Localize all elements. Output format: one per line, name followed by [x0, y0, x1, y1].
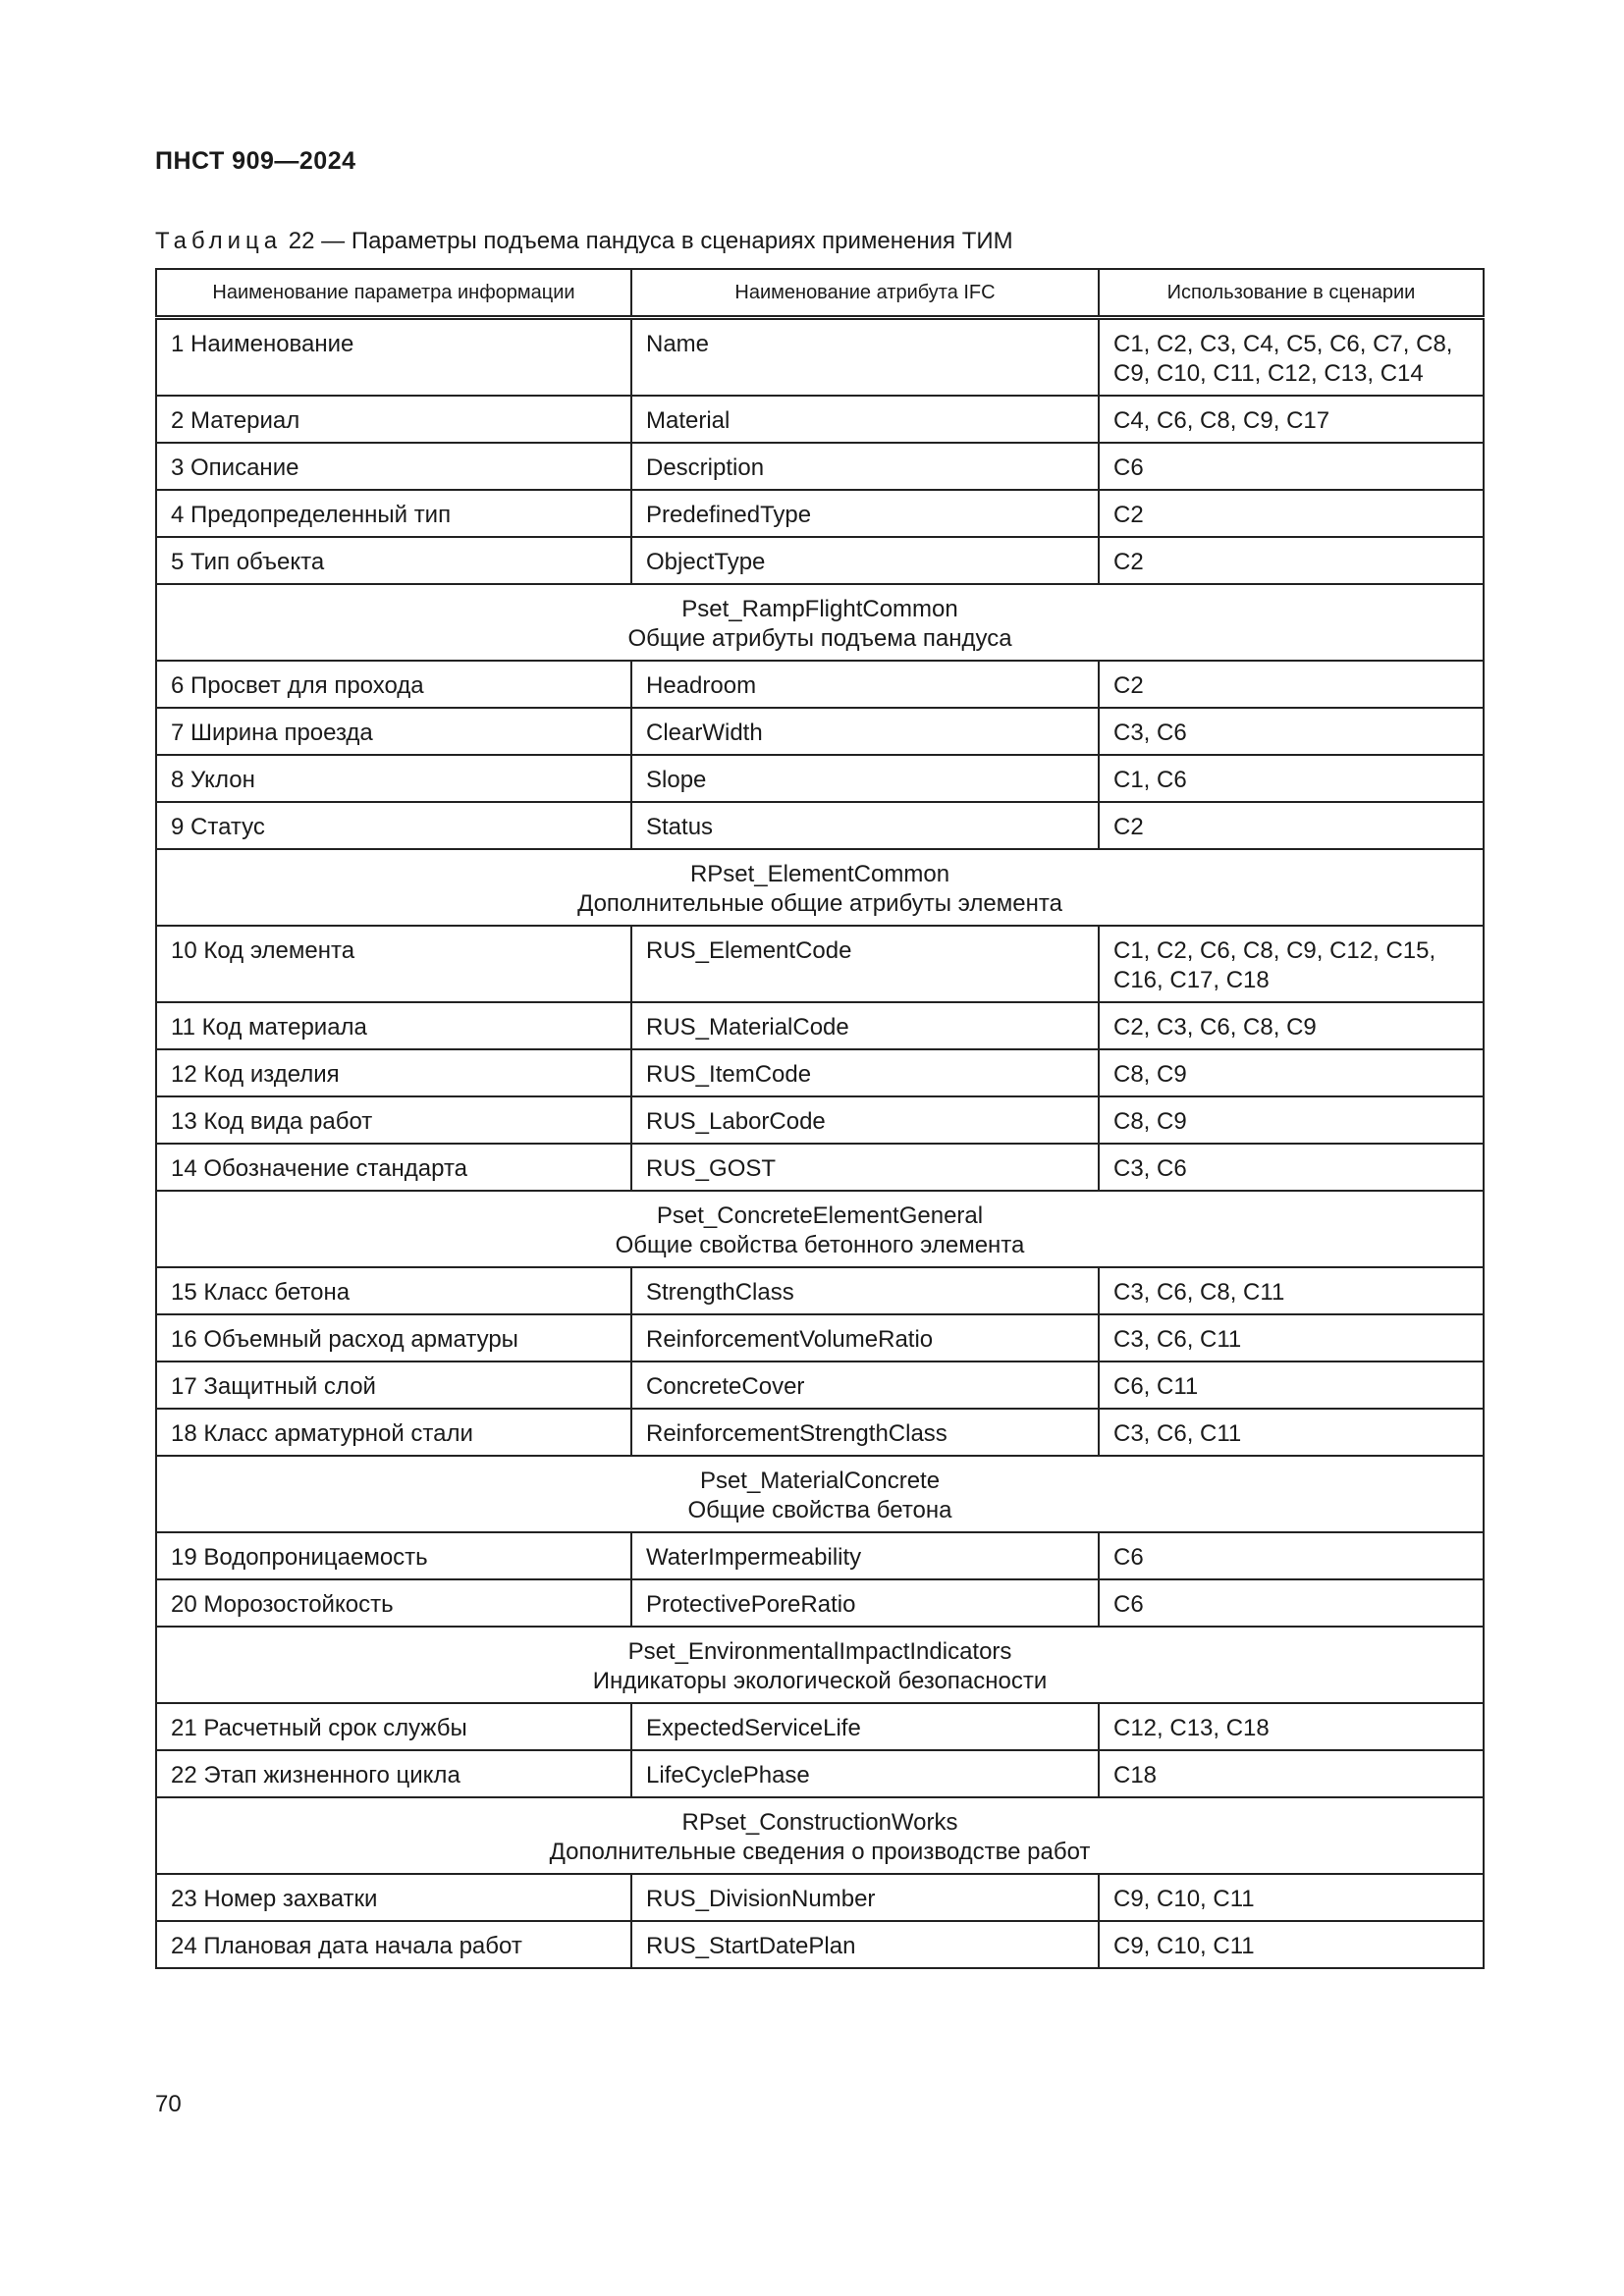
- ifc-attribute-cell: RUS_LaborCode: [631, 1096, 1099, 1144]
- table-row: [156, 661, 1484, 708]
- property-set-description: Общие свойства бетона: [687, 1497, 952, 1523]
- parameter-name-cell: 17 Защитный слой: [156, 1362, 631, 1409]
- ifc-attribute-cell: Material: [631, 396, 1099, 443]
- parameter-name-cell: 5 Тип объекта: [156, 537, 631, 584]
- property-set-group-row: [156, 849, 1484, 926]
- ifc-attribute-cell: ConcreteCover: [631, 1362, 1099, 1409]
- property-set-group-row: [156, 1797, 1484, 1874]
- property-set-name: Pset_ConcreteElementGeneral: [656, 1202, 984, 1229]
- ifc-attribute-cell: RUS_GOST: [631, 1144, 1099, 1191]
- property-set-group-cell: [156, 1797, 1484, 1874]
- ifc-attribute-cell: RUS_DivisionNumber: [631, 1874, 1099, 1921]
- property-set-group-row: [156, 1191, 1484, 1267]
- property-set-description: Общие атрибуты подъема пандуса: [627, 625, 1012, 652]
- scenario-usage-cell: С6: [1099, 1532, 1484, 1579]
- table-row: [156, 1002, 1484, 1049]
- parameter-name-cell: 7 Ширина проезда: [156, 708, 631, 755]
- parameter-name-cell: 8 Уклон: [156, 755, 631, 802]
- parameter-name-cell: 9 Статус: [156, 802, 631, 849]
- table-row: [156, 755, 1484, 802]
- scenario-usage-cell: С1, С2, С6, С8, С9, С12, С15, С16, С17, С18: [1099, 926, 1484, 1002]
- parameter-name-cell: 12 Код изделия: [156, 1049, 631, 1096]
- scenario-usage-cell: С2, С3, С6, С8, С9: [1099, 1002, 1484, 1049]
- property-set-group-cell: [156, 849, 1484, 926]
- caption-label: Таблица: [155, 228, 283, 254]
- parameter-name-cell: 24 Плановая дата начала работ: [156, 1921, 631, 1968]
- parameter-name-cell: 14 Обозначение стандарта: [156, 1144, 631, 1191]
- table-row: [156, 1703, 1484, 1750]
- scenario-usage-cell: С3, С6, С11: [1099, 1314, 1484, 1362]
- ifc-attribute-cell: RUS_MaterialCode: [631, 1002, 1099, 1049]
- column-header: Использование в сценарии: [1099, 269, 1484, 318]
- ifc-attribute-cell: StrengthClass: [631, 1267, 1099, 1314]
- ifc-attribute-cell: Slope: [631, 755, 1099, 802]
- parameter-name-cell: 2 Материал: [156, 396, 631, 443]
- scenario-usage-cell: С6: [1099, 1579, 1484, 1627]
- table-row: [156, 1267, 1484, 1314]
- parameter-name-cell: 10 Код элемента: [156, 926, 631, 1002]
- document-standard-header: ПНСТ 909—2024: [155, 147, 356, 175]
- parameters-table: [155, 268, 1485, 1969]
- ifc-attribute-cell: ExpectedServiceLife: [631, 1703, 1099, 1750]
- table-row: [156, 318, 1484, 397]
- table-row: [156, 1750, 1484, 1797]
- parameter-name-cell: 21 Расчетный срок службы: [156, 1703, 631, 1750]
- table-row: [156, 1362, 1484, 1409]
- parameter-name-cell: 6 Просвет для прохода: [156, 661, 631, 708]
- parameter-name-cell: 4 Предопределенный тип: [156, 490, 631, 537]
- column-header: Наименование параметра информации: [156, 269, 631, 318]
- scenario-usage-cell: С12, С13, С18: [1099, 1703, 1484, 1750]
- table-row: [156, 802, 1484, 849]
- property-set-name: Pset_RampFlightCommon: [681, 596, 958, 622]
- ifc-attribute-cell: ReinforcementVolumeRatio: [631, 1314, 1099, 1362]
- table-body: [156, 318, 1484, 1969]
- table-row: [156, 1096, 1484, 1144]
- table-row: [156, 490, 1484, 537]
- ifc-attribute-cell: Headroom: [631, 661, 1099, 708]
- property-set-name: Pset_MaterialConcrete: [699, 1468, 941, 1494]
- property-set-group-cell: [156, 1627, 1484, 1703]
- ifc-attribute-cell: ClearWidth: [631, 708, 1099, 755]
- table-header-row: [156, 269, 1484, 318]
- scenario-usage-cell: С3, С6, С8, С11: [1099, 1267, 1484, 1314]
- property-set-group-row: [156, 584, 1484, 661]
- parameter-name-cell: 3 Описание: [156, 443, 631, 490]
- property-set-name: RPset_ElementCommon: [689, 861, 950, 887]
- table-row: [156, 1874, 1484, 1921]
- property-set-group-cell: [156, 1456, 1484, 1532]
- caption-text: 22 — Параметры подъема пандуса в сценариях применения ТИМ: [288, 228, 1013, 254]
- scenario-usage-cell: С2: [1099, 802, 1484, 849]
- scenario-usage-cell: С8, С9: [1099, 1049, 1484, 1096]
- scenario-usage-cell: С4, С6, С8, С9, С17: [1099, 396, 1484, 443]
- property-set-name: RPset_ConstructionWorks: [681, 1809, 958, 1836]
- ifc-attribute-cell: RUS_StartDatePlan: [631, 1921, 1099, 1968]
- table-row: [156, 1314, 1484, 1362]
- scenario-usage-cell: С2: [1099, 661, 1484, 708]
- scenario-usage-cell: С9, С10, С11: [1099, 1921, 1484, 1968]
- parameter-name-cell: 23 Номер захватки: [156, 1874, 631, 1921]
- table-row: [156, 396, 1484, 443]
- parameter-name-cell: 22 Этап жизненного цикла: [156, 1750, 631, 1797]
- parameter-name-cell: 13 Код вида работ: [156, 1096, 631, 1144]
- parameter-name-cell: 19 Водопроницаемость: [156, 1532, 631, 1579]
- table-row: [156, 708, 1484, 755]
- scenario-usage-cell: С1, С2, С3, С4, С5, С6, С7, С8, С9, С10, С11, С12, С13, С14: [1099, 318, 1484, 397]
- ifc-attribute-cell: Status: [631, 802, 1099, 849]
- table-row: [156, 1144, 1484, 1191]
- scenario-usage-cell: С2: [1099, 537, 1484, 584]
- property-set-group-row: [156, 1456, 1484, 1532]
- ifc-attribute-cell: WaterImpermeability: [631, 1532, 1099, 1579]
- ifc-attribute-cell: RUS_ElementCode: [631, 926, 1099, 1002]
- ifc-attribute-cell: PredefinedType: [631, 490, 1099, 537]
- scenario-usage-cell: С3, С6: [1099, 708, 1484, 755]
- table-row: [156, 926, 1484, 1002]
- table-row: [156, 1409, 1484, 1456]
- property-set-name: Pset_EnvironmentalImpactIndicators: [627, 1638, 1012, 1665]
- parameter-name-cell: 15 Класс бетона: [156, 1267, 631, 1314]
- parameter-name-cell: 11 Код материала: [156, 1002, 631, 1049]
- scenario-usage-cell: С3, С6: [1099, 1144, 1484, 1191]
- column-header: Наименование атрибута IFC: [631, 269, 1099, 318]
- property-set-group-cell: [156, 1191, 1484, 1267]
- scenario-usage-cell: С8, С9: [1099, 1096, 1484, 1144]
- ifc-attribute-cell: Description: [631, 443, 1099, 490]
- property-set-description: Дополнительные сведения о производстве работ: [549, 1839, 1091, 1865]
- table-row: [156, 1049, 1484, 1096]
- ifc-attribute-cell: Name: [631, 318, 1099, 397]
- property-set-group-cell: [156, 584, 1484, 661]
- ifc-attribute-cell: RUS_ItemCode: [631, 1049, 1099, 1096]
- ifc-attribute-cell: ProtectivePoreRatio: [631, 1579, 1099, 1627]
- scenario-usage-cell: С9, С10, С11: [1099, 1874, 1484, 1921]
- parameter-name-cell: 1 Наименование: [156, 318, 631, 397]
- scenario-usage-cell: С2: [1099, 490, 1484, 537]
- scenario-usage-cell: С6: [1099, 443, 1484, 490]
- scenario-usage-cell: С3, С6, С11: [1099, 1409, 1484, 1456]
- page-number: 70: [155, 2091, 182, 2117]
- scenario-usage-cell: С18: [1099, 1750, 1484, 1797]
- scenario-usage-cell: С1, С6: [1099, 755, 1484, 802]
- property-set-group-row: [156, 1627, 1484, 1703]
- parameter-name-cell: 16 Объемный расход арматуры: [156, 1314, 631, 1362]
- table-row: [156, 1579, 1484, 1627]
- scenario-usage-cell: С6, С11: [1099, 1362, 1484, 1409]
- table-caption: [155, 228, 1013, 255]
- ifc-attribute-cell: ObjectType: [631, 537, 1099, 584]
- table-row: [156, 537, 1484, 584]
- property-set-description: Индикаторы экологической безопасности: [592, 1668, 1048, 1694]
- table-row: [156, 1921, 1484, 1968]
- ifc-attribute-cell: LifeCyclePhase: [631, 1750, 1099, 1797]
- ifc-attribute-cell: ReinforcementStrengthClass: [631, 1409, 1099, 1456]
- table-row: [156, 1532, 1484, 1579]
- table-row: [156, 443, 1484, 490]
- parameter-name-cell: 20 Морозостойкость: [156, 1579, 631, 1627]
- property-set-description: Общие свойства бетонного элемента: [615, 1232, 1025, 1258]
- parameter-name-cell: 18 Класс арматурной стали: [156, 1409, 631, 1456]
- property-set-description: Дополнительные общие атрибуты элемента: [577, 890, 1062, 917]
